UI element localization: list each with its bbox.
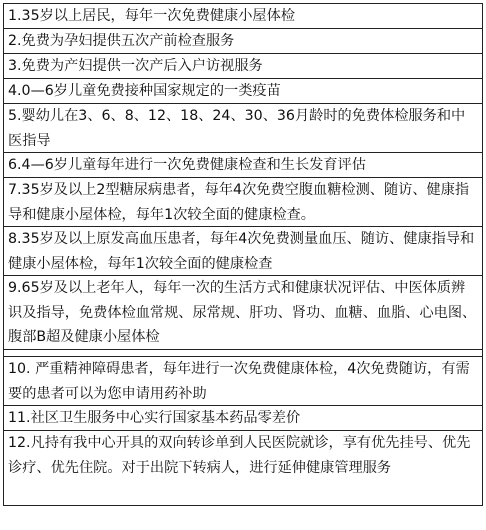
item-text: 10. 严重精神障碍患者，每年进行一次免费健康体检，4次免费随访，有需要的患者可以为您申请用药补助 <box>8 361 470 402</box>
item-text: 11.社区卫生服务中心实行国家基本药品零差价 <box>8 410 301 426</box>
list-item <box>4 178 482 227</box>
list-item <box>4 227 482 276</box>
list-item <box>4 54 482 79</box>
list-item <box>4 153 482 178</box>
list-item <box>4 4 482 29</box>
list-item <box>4 79 482 104</box>
item-text: 12.凡持有我中心开具的双向转诊单到人民医院就诊，享有优先挂号、优先诊疗、优先住院。对于出院下转病人，进行延伸健康管理服务 <box>8 435 471 476</box>
list-item <box>4 276 482 350</box>
list-item <box>4 431 482 505</box>
list-item <box>4 406 482 431</box>
item-text: 2.免费为孕妇提供五次产前检查服务 <box>8 33 235 49</box>
list-item <box>4 29 482 54</box>
item-text: 8.35岁及以上原发高血压患者，每年4次免费测量血压、随访、健康指导和健康小屋体检，每年1次较全面的健康检查 <box>8 231 475 272</box>
services-table <box>3 3 483 506</box>
section-divider <box>4 350 482 357</box>
item-text: 1.35岁以上居民，每年一次免费健康小屋体检 <box>8 8 295 24</box>
item-text: 5.婴幼儿在3、6、8、12、18、24、30、36月龄时的免费体检服务和中医指导 <box>8 108 466 149</box>
list-item <box>4 104 482 153</box>
item-text: 9.65岁及以上老年人，每年一次的生活方式和健康状况评估、中医体质辨识及指导，免费体检血常规、尿常规、肝功、肾功、血糖、血脂、心电图、腹部B超及健康小屋体检 <box>8 280 477 345</box>
item-text: 7.35岁及以上2型糖尿病患者，每年4次免费空腹血糖检测、随访、健康指导和健康小屋体检，每年1次较全面的健康检查。 <box>8 182 470 223</box>
item-text: 6.4—6岁儿童每年进行一次免费健康检查和生长发育评估 <box>8 157 366 173</box>
item-text: 4.0—6岁儿童免费接种国家规定的一类疫苗 <box>8 83 281 99</box>
item-text: 3.免费为产妇提供一次产后入户访视服务 <box>8 58 263 74</box>
list-item <box>4 357 482 406</box>
